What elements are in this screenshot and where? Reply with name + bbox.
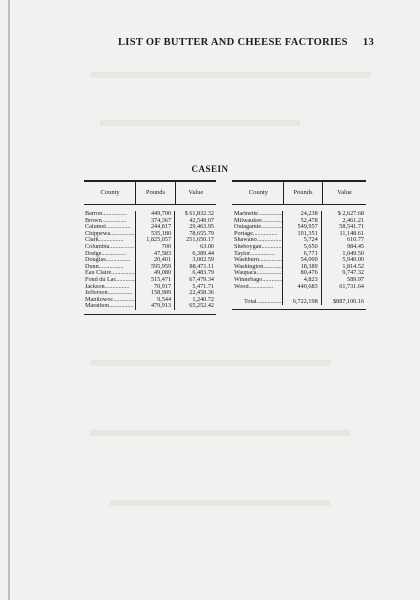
table-body bbox=[84, 205, 216, 314]
county-name: Jefferson ..... bbox=[85, 290, 135, 297]
county-name: Portage ..... bbox=[234, 231, 282, 238]
county-name: Marinette ..... bbox=[234, 211, 282, 218]
bleed-through-shadow bbox=[100, 120, 300, 126]
dollar-value: 610.77 bbox=[346, 237, 364, 244]
spacer bbox=[322, 290, 364, 297]
pounds-value: 101,351 bbox=[297, 230, 318, 237]
county-name: Douglas ..... bbox=[85, 257, 135, 264]
dollar-value: 22,458.36 bbox=[189, 290, 214, 297]
total-value: $887,100.16 bbox=[333, 298, 364, 305]
dollar-value: 63.00 bbox=[200, 243, 214, 250]
pounds-column bbox=[136, 211, 175, 310]
county-name: Calumet ..... bbox=[85, 224, 135, 231]
pounds-value: 1,825,057 bbox=[146, 237, 172, 244]
section-title: CASEIN bbox=[191, 164, 229, 174]
pounds-value: 158,989 bbox=[150, 290, 172, 297]
pounds-value: 244,817 bbox=[150, 224, 172, 231]
dollar-value: 88,471.11 bbox=[189, 263, 214, 270]
pounds-value: 549,957 bbox=[297, 224, 318, 231]
county-column-header: County bbox=[232, 182, 284, 204]
pounds-value: 20,401 bbox=[154, 257, 172, 264]
dollar-value: 2,461.21 bbox=[342, 217, 364, 224]
pounds-value: 5,650 bbox=[303, 243, 318, 250]
pounds-value: 47,583 bbox=[154, 250, 172, 257]
pounds-value: 18,389 bbox=[300, 263, 318, 270]
pounds-value: 54,000 bbox=[300, 257, 318, 264]
dollar-value: 984.45 bbox=[346, 243, 364, 250]
table-body bbox=[232, 205, 366, 309]
running-header bbox=[118, 37, 374, 48]
dollar-value: 9,747.32 bbox=[342, 270, 364, 277]
value-column bbox=[175, 211, 216, 310]
dollar-value: 251,650.17 bbox=[186, 237, 214, 244]
dollar-value: $ 2,627.68 bbox=[337, 211, 364, 217]
pounds-value: 374,367 bbox=[150, 217, 172, 224]
county-name: Fond du Lac ..... bbox=[85, 277, 135, 284]
dollar-value: 6,483.79 bbox=[192, 270, 214, 277]
county-name: Dunn ..... bbox=[85, 264, 135, 271]
pounds-value: 24,238 bbox=[300, 211, 318, 217]
county-name: Washington ..... bbox=[234, 264, 282, 271]
casein-table-right bbox=[232, 180, 366, 310]
dollar-value: 3,002.59 bbox=[192, 257, 214, 264]
pounds-value: 449,700 bbox=[150, 211, 172, 217]
pounds-value: 80,476 bbox=[300, 270, 318, 277]
county-name: Chippewa ..... bbox=[85, 231, 135, 238]
dollar-value: 67,479.34 bbox=[189, 276, 214, 283]
county-name: Dodge ..... bbox=[85, 251, 135, 258]
spacer bbox=[283, 290, 318, 297]
county-name: Brown ..... bbox=[85, 218, 135, 225]
county-name: Marathon ..... bbox=[85, 303, 135, 310]
dollar-value: 5,940.00 bbox=[342, 257, 364, 264]
county-name: Outagamie ..... bbox=[234, 224, 282, 231]
dollar-value: 65,252.42 bbox=[189, 303, 214, 310]
county-name: Manitowoc ..... bbox=[85, 297, 135, 304]
county-name: Taylor ..... bbox=[234, 251, 282, 258]
county-column bbox=[84, 211, 136, 310]
dollar-value: $ 61,832.32 bbox=[184, 211, 214, 217]
value-column-header: Value bbox=[188, 189, 204, 196]
dollar-value: 5,471.71 bbox=[192, 283, 214, 290]
dollar-value: 29,463.95 bbox=[189, 224, 214, 231]
value-column bbox=[322, 211, 366, 305]
dollar-value: 11,148.61 bbox=[339, 230, 364, 237]
pounds-column bbox=[283, 211, 322, 305]
pounds-value: 515,471 bbox=[150, 276, 172, 283]
dollar-value: 6,389.44 bbox=[192, 250, 214, 257]
county-name: Wood ..... bbox=[234, 284, 282, 291]
county-name: Columbia ..... bbox=[85, 244, 135, 251]
pounds-value: 4,823 bbox=[303, 276, 318, 283]
county-name: Shawano ..... bbox=[234, 237, 282, 244]
pounds-value: 535,180 bbox=[150, 230, 172, 237]
county-name: Waupaca ..... bbox=[234, 270, 282, 277]
county-name: Barron ..... bbox=[85, 211, 135, 218]
table-header bbox=[232, 182, 366, 205]
county-name: Washburn ..... bbox=[234, 257, 282, 264]
county-column bbox=[232, 211, 283, 305]
pounds-value: 49,080 bbox=[154, 270, 172, 277]
bleed-through-shadow bbox=[90, 360, 330, 366]
county-name: Milwaukee ..... bbox=[234, 218, 282, 225]
dollar-value: 1,049.50 bbox=[342, 250, 364, 257]
county-column-header: County bbox=[84, 182, 136, 204]
bleed-through-shadow bbox=[90, 430, 350, 436]
pounds-value: 9,544 bbox=[157, 296, 172, 303]
bleed-through-shadow bbox=[110, 500, 330, 506]
casein-table-left bbox=[84, 180, 216, 315]
dollar-value: 1,814.52 bbox=[342, 263, 364, 270]
spacer bbox=[234, 290, 282, 297]
county-name: Winnebago ..... bbox=[234, 277, 282, 284]
dollar-value: 61,731.64 bbox=[339, 283, 364, 290]
page-binding-edge bbox=[8, 0, 10, 600]
pounds-value: 595,959 bbox=[150, 263, 172, 270]
dollar-value: 1,240.72 bbox=[192, 296, 214, 303]
dollar-value: 589.97 bbox=[346, 276, 364, 283]
county-name: Clark ..... bbox=[85, 237, 135, 244]
county-name: Jackson ..... bbox=[85, 284, 135, 291]
pounds-value: 479,913 bbox=[150, 303, 172, 310]
pounds-value: 700 bbox=[161, 243, 172, 250]
running-title: LIST OF BUTTER AND CHEESE FACTORIES bbox=[118, 37, 348, 48]
dollar-value: 42,549.07 bbox=[189, 217, 214, 224]
county-name: Sheboygan ..... bbox=[234, 244, 282, 251]
pounds-column-header: Pounds bbox=[284, 182, 323, 204]
pounds-value: 440,683 bbox=[297, 283, 318, 290]
dollar-value: 78,655.79 bbox=[189, 230, 214, 237]
pounds-value: 70,917 bbox=[154, 283, 172, 290]
county-name: Eau Claire ..... bbox=[85, 270, 135, 277]
pounds-column-header: Pounds bbox=[136, 182, 175, 204]
total-label: Total ..... bbox=[234, 299, 282, 306]
pounds-value: 52,478 bbox=[300, 217, 318, 224]
total-pounds: 6,722,198 bbox=[292, 298, 318, 305]
table-header bbox=[84, 182, 216, 205]
value-column-header: Value bbox=[337, 189, 352, 196]
pounds-value: 5,724 bbox=[303, 237, 318, 244]
pounds-value: 6,771 bbox=[303, 250, 318, 257]
dollar-value: 58,541.71 bbox=[339, 224, 364, 231]
bleed-through-shadow bbox=[90, 72, 370, 78]
page-number: 13 bbox=[362, 37, 374, 48]
